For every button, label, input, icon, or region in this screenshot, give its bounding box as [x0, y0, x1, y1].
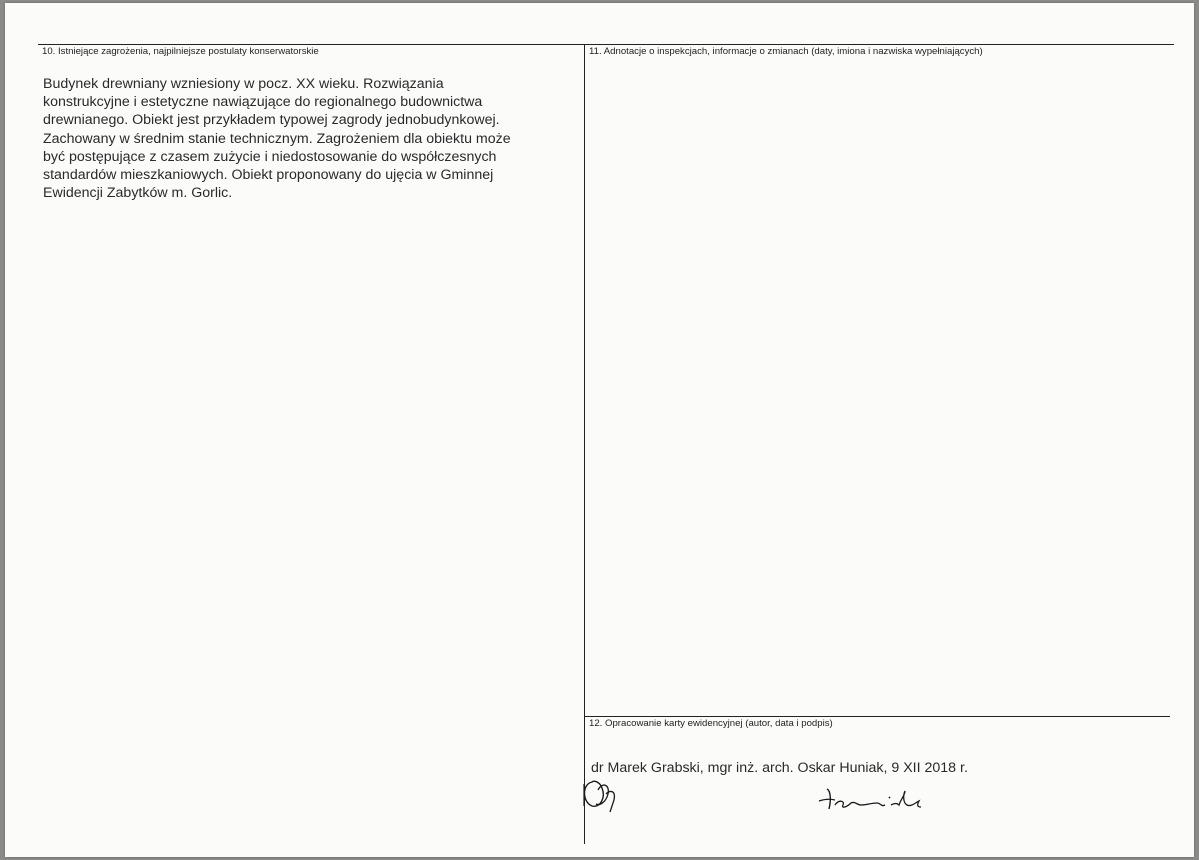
- text-line: Ewidencji Zabytków m. Gorlic.: [43, 185, 233, 202]
- top-divider: [38, 44, 1174, 45]
- section-10-text: [43, 75, 580, 202]
- text-line: Zachowany w średnim stanie technicznym. Zagrożeniem dla obiektu może: [43, 130, 511, 147]
- text-line: Budynek drewniany wzniesiony w pocz. XX wieku. Rozwiązania: [43, 76, 444, 92]
- author-line: dr Marek Grabski, mgr inż. arch. Oskar Huniak, 9 XII 2018 r.: [591, 760, 968, 776]
- column-divider: [584, 44, 585, 844]
- section-12-divider: [584, 716, 1170, 717]
- section-11-label: 11. Adnotacje o inspekcjach, informacje o zmianach (daty, imiona i nazwiska wypełniających): [589, 46, 983, 57]
- text-line: standardów mieszkaniowych. Obiekt proponowany do ujęcia w Gminnej: [43, 167, 494, 184]
- text-line: być postępujące z czasem zużycie i niedostosowanie do współczesnych: [43, 148, 497, 165]
- document-sheet: [5, 3, 1194, 857]
- section-12-label: 12. Opracowanie karty ewidencyjnej (autor, data i podpis): [589, 718, 833, 729]
- section-10-label: 10. Istniejące zagrożenia, najpilniejsze postulaty konserwatorskie: [42, 46, 319, 57]
- signature-grabski: [580, 776, 630, 816]
- text-line: konstrukcyjne i estetyczne nawiązujące do regionalnego budownictwa: [43, 94, 483, 111]
- text-line: drewnianego. Obiekt jest przykładem typowej zagrody jednobudynkowej.: [43, 112, 500, 129]
- signature-huniak: [817, 785, 927, 815]
